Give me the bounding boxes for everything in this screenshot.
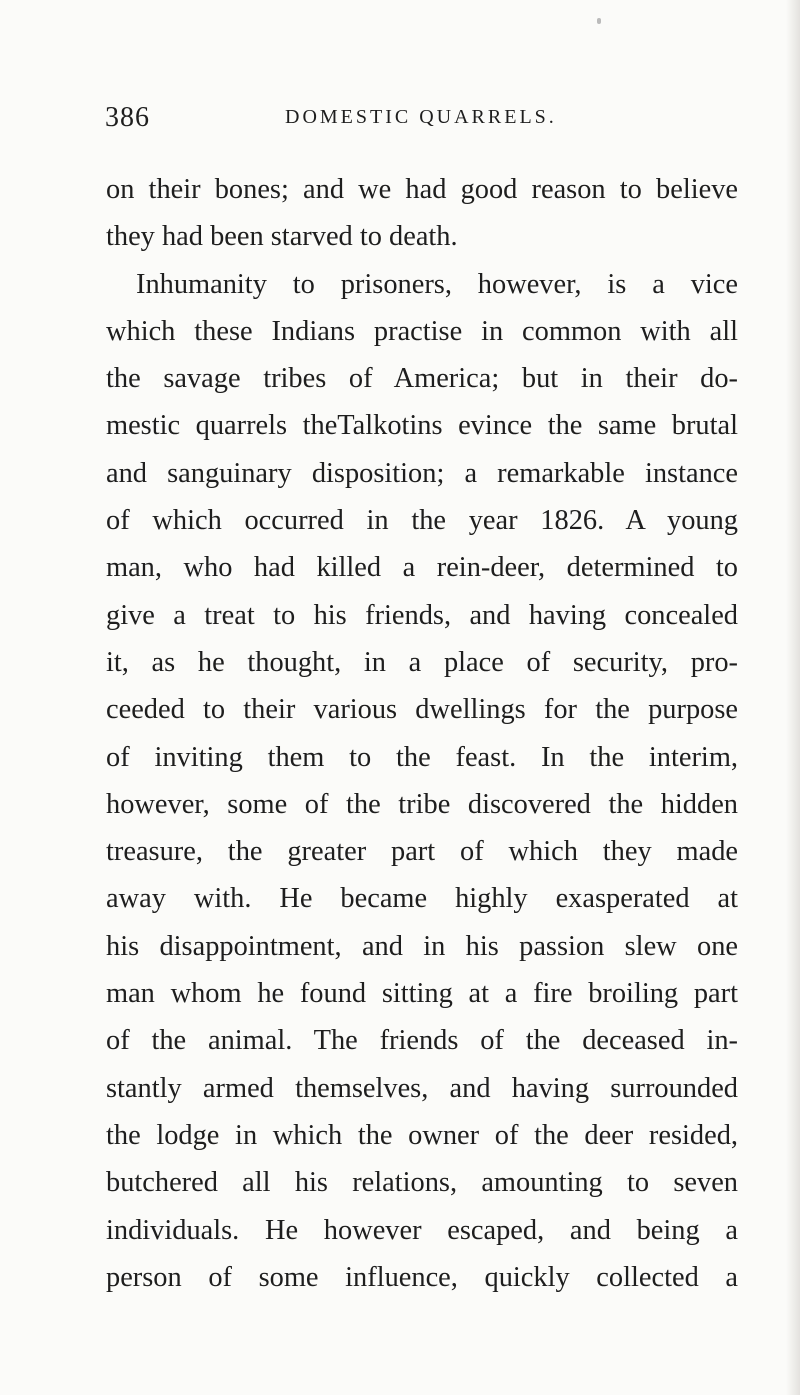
text-line: stantly armed themselves, and having surrounded <box>106 1072 738 1104</box>
text-line: give a treat to his friends, and having concealed <box>106 599 738 631</box>
ink-speck <box>597 18 601 24</box>
text-line: Inhumanity to prisoners, however, is a vice <box>136 268 738 300</box>
text-line: his disappointment, and in his passion slew one <box>106 930 738 962</box>
text-line: the lodge in which the owner of the deer resided, <box>106 1119 738 1151</box>
text-line: away with. He became highly exasperated at <box>106 883 738 915</box>
text-line: treasure, the greater part of which they made <box>106 836 738 868</box>
text-line: and sanguinary disposition; a remarkable instance <box>106 457 738 489</box>
text-line: individuals. He however escaped, and being a <box>106 1214 738 1246</box>
page-number: 386 <box>105 102 150 133</box>
text-line: of the animal. The friends of the deceased in- <box>106 1025 738 1057</box>
text-line: it, as he thought, in a place of security, pro- <box>106 646 738 678</box>
text-line: on their bones; and we had good reason to believe <box>106 174 738 205</box>
text-line: of which occurred in the year 1826. A young <box>106 505 738 537</box>
text-line: they had been starved to death. <box>106 221 458 253</box>
body-text <box>106 166 738 1301</box>
text-line: which these Indians practise in common with all <box>106 315 738 347</box>
text-line: man, who had killed a rein-deer, determined to <box>106 552 738 584</box>
running-head: DOMESTIC QUARRELS. <box>285 106 557 128</box>
text-line: butchered all his relations, amounting to seven <box>106 1167 738 1199</box>
text-line: ceeded to their various dwellings for the purpose <box>106 694 738 726</box>
page-header <box>105 102 705 142</box>
text-line: person of some influence, quickly collected a <box>106 1261 738 1293</box>
text-line: the savage tribes of America; but in their do- <box>106 363 738 395</box>
text-line: mestic quarrels theTalkotins evince the same brutal <box>106 410 738 442</box>
text-line: man whom he found sitting at a fire broiling part <box>106 978 738 1010</box>
text-line: however, some of the tribe discovered the hidden <box>106 788 738 820</box>
page-edge-shadow <box>786 0 800 1395</box>
text-line: of inviting them to the feast. In the interim, <box>106 741 738 773</box>
